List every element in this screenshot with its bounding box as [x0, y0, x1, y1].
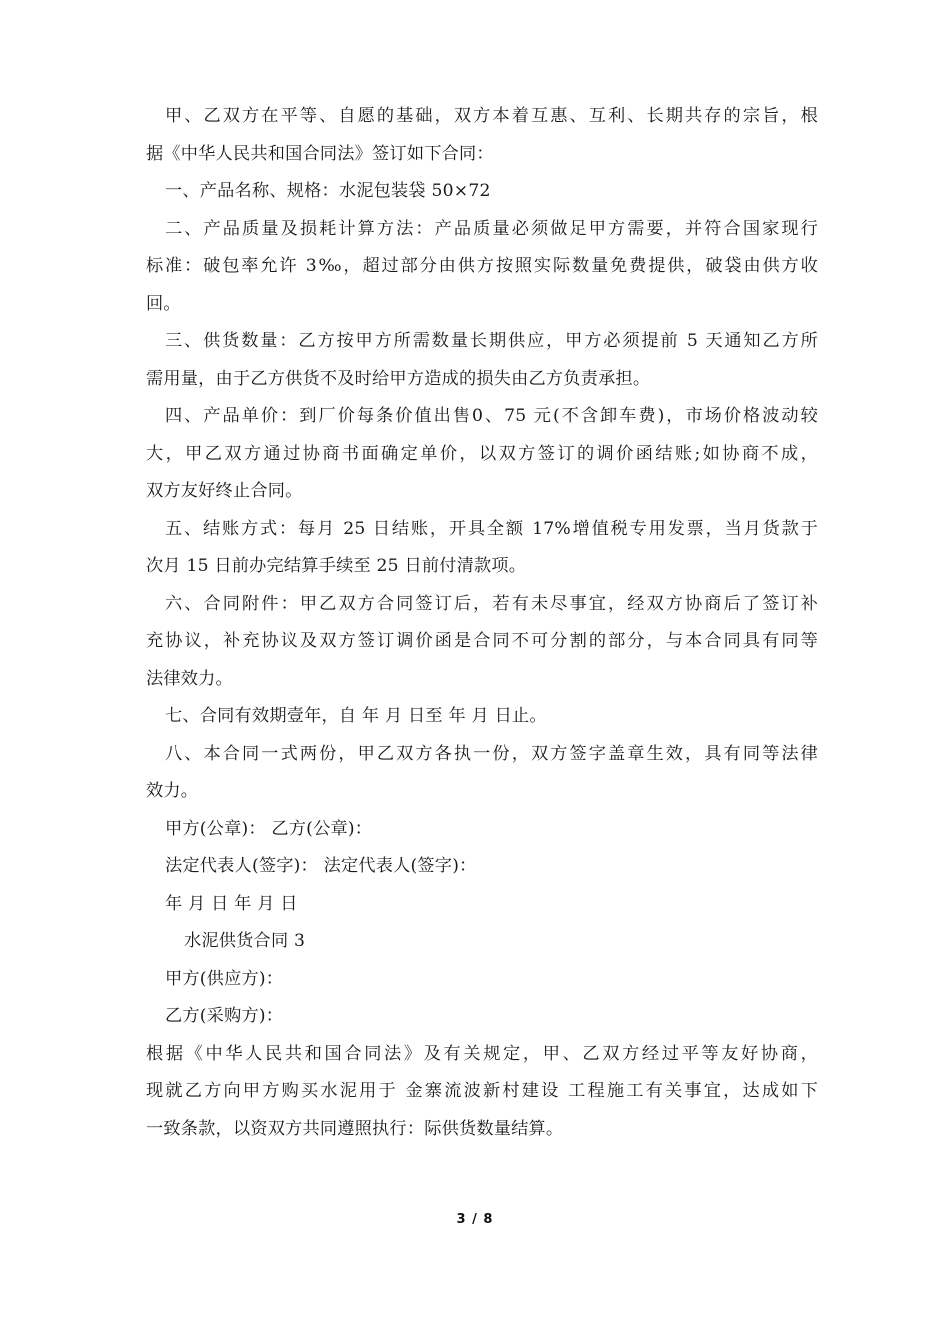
paragraph-line: 次月 15 日前办完结算手续至 25 日前付清款项。 — [146, 556, 527, 576]
paragraph-line: 甲、乙双方在平等、自愿的基础，双方本着互惠、互利、长期共存的宗旨，根 — [165, 106, 818, 126]
paragraph-line: 五、结账方式：每月 25 日结账，开具全额 17%增值税专用发票，当月货款于 — [165, 518, 818, 539]
date-line: 年 月 日 年 月 日 — [165, 893, 298, 914]
paragraph-line: 一、产品名称、规格：水泥包装袋 50×72 — [165, 181, 491, 201]
page-number: 3 / 8 — [456, 1212, 494, 1227]
paragraph-line: 需用量，由于乙方供货不及时给甲方造成的损失由乙方负责承担。 — [146, 368, 651, 389]
signature-line: 法定代表人(签字)： 法定代表人(签字)： — [165, 856, 477, 876]
paragraph-line: 双方友好终止合同。 — [146, 481, 303, 501]
paragraph-line: 据《中华人民共和国合同法》签订如下合同： — [146, 143, 494, 164]
paragraph-line: 八、本合同一式两份，甲乙双方各执一份，双方签字盖章生效，具有同等法律 — [165, 743, 818, 764]
paragraph-line: 现就乙方向甲方购买水泥用于 金寨流波新村建设 工程施工有关事宜，达成如下 — [146, 1081, 818, 1101]
paragraph-line: 效力。 — [146, 781, 199, 801]
section-title: 水泥供货合同 3 — [184, 931, 306, 951]
paragraph-line: 根据《中华人民共和国合同法》及有关规定，甲、乙双方经过平等友好协商， — [146, 1043, 818, 1064]
paragraph-line: 大，甲乙双方通过协商书面确定单价，以双方签订的调价函结账;如协商不成， — [146, 443, 818, 464]
paragraph-line: 一致条款，以资双方共同遵照执行：际供货数量结算。 — [146, 1118, 564, 1139]
party-line: 乙方(采购方)： — [165, 1006, 284, 1026]
paragraph-line: 六、合同附件：甲乙双方合同签订后，若有未尽事宜，经双方协商后了签订补 — [165, 593, 818, 614]
paragraph-line: 二、产品质量及损耗计算方法：产品质量必须做足甲方需要，并符合国家现行 — [165, 218, 818, 239]
document-body — [146, 98, 818, 1148]
paragraph-line: 回。 — [146, 293, 181, 314]
paragraph-line: 四、产品单价：到厂价每条价值出售0、75 元(不含卸车费)，市场价格波动较 — [165, 406, 818, 426]
paragraph-line: 标准：破包率允许 3‰，超过部分由供方按照实际数量免费提供，破袋由供方收 — [146, 256, 818, 276]
party-line: 甲方(供应方)： — [165, 968, 284, 989]
paragraph-line: 法律效力。 — [146, 668, 233, 689]
paragraph-line: 七、合同有效期壹年，自 年 月 日至 年 月 日止。 — [165, 706, 547, 726]
signature-line: 甲方(公章)： 乙方(公章)： — [165, 818, 373, 839]
paragraph-line: 充协议，补充协议及双方签订调价函是合同不可分割的部分，与本合同具有同等 — [146, 631, 818, 651]
paragraph-line: 三、供货数量：乙方按甲方所需数量长期供应，甲方必须提前 5 天通知乙方所 — [165, 331, 818, 351]
